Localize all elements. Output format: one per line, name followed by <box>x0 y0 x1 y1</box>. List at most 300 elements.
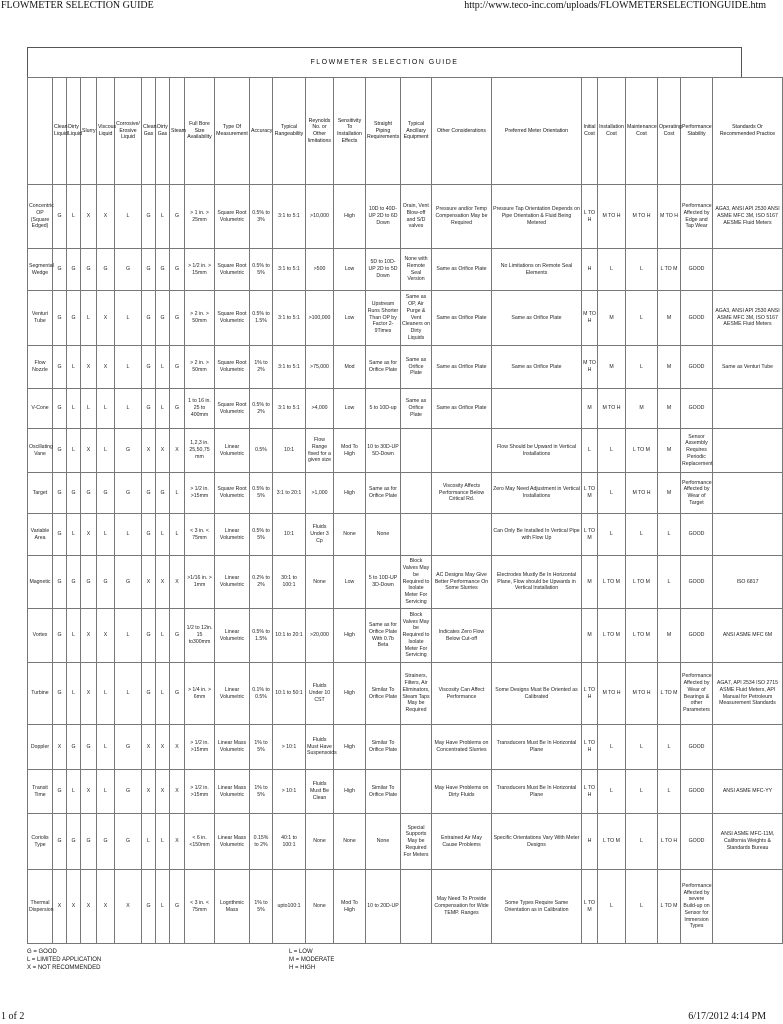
meter-type-cell: Transit Time <box>28 770 53 814</box>
table-cell: 0.2% to 2% <box>250 556 273 609</box>
table-cell: G <box>170 249 185 291</box>
table-cell: G <box>53 609 67 663</box>
table-cell: Performance Affected by Wear of Target <box>681 473 713 514</box>
table-cell: L <box>97 389 115 429</box>
table-cell: Same as Orifice Plate <box>401 346 432 389</box>
legend-item: X = NOT RECOMMENDED <box>27 965 101 972</box>
table-cell: Same as Orifice Plate <box>432 249 492 291</box>
table-cell: L TO M <box>658 249 681 291</box>
table-cell: L TO M <box>626 556 658 609</box>
table-cell: 0.5% to 5% <box>250 473 273 514</box>
print-footer-page: 1 of 2 <box>1 1011 25 1022</box>
table-cell: Linear Mass Volumetric <box>215 770 250 814</box>
table-cell: High <box>334 473 366 514</box>
column-header: Accuracy <box>250 78 273 185</box>
table-cell: > 10:1 <box>273 725 306 770</box>
table-cell: Strainers, Filters, Air Eliminators, Steam Taps May be Required <box>401 663 432 725</box>
table-cell: L <box>97 770 115 814</box>
table-row <box>28 770 783 814</box>
table-cell: L <box>658 556 681 609</box>
table-cell: H <box>582 814 598 870</box>
table-cell: L <box>626 870 658 944</box>
table-cell: Flow Range fixed for a given size <box>306 429 334 473</box>
table-cell: Transducers Must Be In Horizontal Plane <box>492 770 582 814</box>
table-cell: Square Root Volumetric <box>215 249 250 291</box>
table-cell: L TO M <box>582 514 598 556</box>
table-cell <box>401 725 432 770</box>
table-cell: Similar To Orifice Plate <box>366 725 401 770</box>
table-cell: L <box>115 291 142 346</box>
table-cell: 0.5% to 3% <box>250 185 273 249</box>
table-cell: Same as Orifice Plate <box>432 291 492 346</box>
table-cell: G <box>142 389 156 429</box>
column-header: Viscous Liquid <box>97 78 115 185</box>
table-cell: L <box>142 814 156 870</box>
table-cell: Pressure and/or Temp Compensation May be Required <box>432 185 492 249</box>
table-cell: X <box>97 870 115 944</box>
table-cell: L <box>115 346 142 389</box>
table-cell: Square Root Volumetric <box>215 291 250 346</box>
table-cell: Drain, Vent Blow-off and S/D valves <box>401 185 432 249</box>
table-cell: 0.5% <box>250 429 273 473</box>
table-cell: Fluids Must Be Clean <box>306 770 334 814</box>
table-cell: G <box>81 814 97 870</box>
table-cell: Viscosity Can Affect Performance <box>432 663 492 725</box>
table-cell: High <box>334 770 366 814</box>
table-cell: L <box>81 291 97 346</box>
table-cell: M TO H <box>626 185 658 249</box>
table-cell: Fluids Under 10 CST <box>306 663 334 725</box>
table-cell: G <box>142 249 156 291</box>
table-cell: G <box>142 473 156 514</box>
table-cell <box>401 514 432 556</box>
table-cell: G <box>170 609 185 663</box>
table-cell: ANSI ASME MFC-YY <box>713 770 783 814</box>
table-cell: L <box>626 814 658 870</box>
meter-type-cell: Flow Nozzle <box>28 346 53 389</box>
column-header: Other Considerations <box>432 78 492 185</box>
table-cell: Viscosity Affects Performance Below Critical Rd. <box>432 473 492 514</box>
table-cell: X <box>81 609 97 663</box>
table-cell: L <box>156 185 170 249</box>
table-cell: M <box>658 291 681 346</box>
table-cell: 3:1 to 5:1 <box>273 249 306 291</box>
column-header: Dirty Gas <box>156 78 170 185</box>
table-cell: 10:1 <box>273 429 306 473</box>
meter-type-cell: Segmental Wedge <box>28 249 53 291</box>
table-cell: AGA3, ANSI API 2530 ANSI ASME MFC 3M, ISO 5167 AESME Fluid Meters <box>713 291 783 346</box>
table-cell: Same as Orifice Plate <box>432 346 492 389</box>
legend <box>27 948 742 982</box>
table-cell: M <box>582 609 598 663</box>
table-cell: 10:1 to 50:1 <box>273 663 306 725</box>
column-header <box>28 78 53 185</box>
table-cell: >75,000 <box>306 346 334 389</box>
table-cell: G <box>115 556 142 609</box>
table-cell: L <box>598 725 626 770</box>
table-cell: L TO H <box>582 663 598 725</box>
meter-type-cell: Concentric OP (Square Edged) <box>28 185 53 249</box>
table-cell: Same as Orifice Plate <box>492 291 582 346</box>
table-row <box>28 609 783 663</box>
table-cell: G <box>142 291 156 346</box>
table-cell: G <box>81 249 97 291</box>
table-cell: G <box>53 249 67 291</box>
table-cell: L <box>67 609 81 663</box>
table-cell: Same as Orifice Plate <box>401 389 432 429</box>
table-row <box>28 249 783 291</box>
table-cell: G <box>81 473 97 514</box>
table-cell: Linear Volumetric <box>215 663 250 725</box>
table-cell: L <box>67 663 81 725</box>
table-cell: Fluids Must Have Suspensoids <box>306 725 334 770</box>
table-cell: 1% to 5% <box>250 870 273 944</box>
table-cell: Some Designs Must Be Oriented as Calibrated <box>492 663 582 725</box>
table-cell: Mod <box>334 346 366 389</box>
table-cell: Block Valves May be Required to Isolate Meter For Servicing <box>401 609 432 663</box>
column-header: Standards Or Recommended Practice <box>713 78 783 185</box>
table-cell: L <box>658 725 681 770</box>
table-cell <box>432 514 492 556</box>
table-cell: > 2 in. > 50mm <box>185 346 215 389</box>
table-cell: L TO M <box>626 609 658 663</box>
table-cell: GOOD <box>681 770 713 814</box>
table-cell: High <box>334 185 366 249</box>
table-cell: L <box>115 609 142 663</box>
table-cell: M TO H <box>626 473 658 514</box>
table-cell: Special Supports May be Required For Meters <box>401 814 432 870</box>
table-cell: G <box>170 870 185 944</box>
table-cell: None <box>366 514 401 556</box>
table-cell: M TO H <box>582 346 598 389</box>
table-cell: G <box>67 725 81 770</box>
table-cell: upto100:1 <box>273 870 306 944</box>
table-cell: G <box>53 291 67 346</box>
table-cell: M <box>598 291 626 346</box>
table-cell: M TO H <box>658 185 681 249</box>
meter-type-cell: Thermal Dispersion <box>28 870 53 944</box>
table-cell: L <box>97 514 115 556</box>
table-cell: 3:1 to 20:1 <box>273 473 306 514</box>
meter-type-cell: Doppler <box>28 725 53 770</box>
column-header: Slurry <box>81 78 97 185</box>
table-cell: G <box>53 473 67 514</box>
table-cell: L <box>626 346 658 389</box>
table-cell: G <box>142 514 156 556</box>
table-cell: Indicates Zero Flow Below Cut-off <box>432 609 492 663</box>
table-cell: L <box>67 185 81 249</box>
table-cell: Similar To Orifice Plate <box>366 663 401 725</box>
meter-type-cell: Vortex <box>28 609 53 663</box>
table-cell: None <box>334 514 366 556</box>
print-footer-date: 6/17/2012 4:14 PM <box>688 1011 766 1022</box>
table-cell: L <box>598 429 626 473</box>
table-cell <box>492 609 582 663</box>
table-cell: High <box>334 609 366 663</box>
table-cell: >10,000 <box>306 185 334 249</box>
table-cell: G <box>170 346 185 389</box>
table-cell: L <box>97 663 115 725</box>
table-cell: X <box>67 870 81 944</box>
table-cell: G <box>115 429 142 473</box>
table-cell: AGA3, ANSI API 2530 ANSI ASME MFC 3M, ISO 5167 AESME Fluid Meters <box>713 185 783 249</box>
table-cell: L TO H <box>582 770 598 814</box>
legend-suitability <box>27 948 101 972</box>
table-cell: L <box>658 514 681 556</box>
table-cell: X <box>170 429 185 473</box>
table-cell: >100,000 <box>306 291 334 346</box>
table-cell: None <box>306 814 334 870</box>
table-cell: Same as for Orifice Plate <box>366 473 401 514</box>
legend-cost <box>289 948 334 972</box>
table-cell: L <box>97 725 115 770</box>
table-cell: H <box>582 249 598 291</box>
table-cell: L <box>598 473 626 514</box>
table-cell: L <box>115 185 142 249</box>
table-cell: G <box>67 291 81 346</box>
table-cell: None <box>306 556 334 609</box>
table-cell: ISO 6817 <box>713 556 783 609</box>
table-cell <box>713 249 783 291</box>
table-cell: Linear Volumetric <box>215 429 250 473</box>
table-cell: G <box>67 814 81 870</box>
table-cell: G <box>53 770 67 814</box>
table-cell: Entrained Air May Cause Problems <box>432 814 492 870</box>
table-cell: >1,000 <box>306 473 334 514</box>
table-cell: G <box>53 556 67 609</box>
table-cell: L <box>598 514 626 556</box>
table-cell: AGA7, API 2534 ISO 2715 ASME Fluid Meters, API Manual for Petroleum Measurement Standards <box>713 663 783 725</box>
table-cell: L <box>156 346 170 389</box>
table-cell: L <box>156 514 170 556</box>
table-cell: X <box>53 870 67 944</box>
table-cell: G <box>156 249 170 291</box>
table-cell: None <box>306 870 334 944</box>
table-row <box>28 814 783 870</box>
table-cell: M TO H <box>582 291 598 346</box>
table-cell: L <box>156 870 170 944</box>
table-cell <box>401 429 432 473</box>
table-cell: L <box>626 725 658 770</box>
table-cell <box>401 473 432 514</box>
table-cell: Pressure Tap Orientation Depends on Pipe Orientation & Fluid Being Metered <box>492 185 582 249</box>
column-header: Reynolds No. or Other limitations <box>306 78 334 185</box>
table-cell: 10:1 <box>273 514 306 556</box>
table-cell <box>713 870 783 944</box>
table-cell: Flow Should be Upward in Vertical Installations <box>492 429 582 473</box>
column-header: Initial Cost <box>582 78 598 185</box>
table-cell: ANSI ASME MFC 6M <box>713 609 783 663</box>
table-cell: Block Valves May be Required to Isolate Meter For Servicing <box>401 556 432 609</box>
table-cell: G <box>142 870 156 944</box>
table-cell: L <box>598 249 626 291</box>
table-cell: X <box>156 429 170 473</box>
meter-type-cell: Target <box>28 473 53 514</box>
guide-title: FLOWMETER SELECTION GUIDE <box>27 47 742 77</box>
table-cell: L <box>170 473 185 514</box>
column-header: Typical Rangeability <box>273 78 306 185</box>
table-cell: L <box>156 389 170 429</box>
flowmeter-selection-table <box>27 77 783 944</box>
table-cell: G <box>156 291 170 346</box>
table-cell: Linear Mass Volumetric <box>215 814 250 870</box>
table-cell: Same as Orifice Plate <box>492 346 582 389</box>
table-cell: M <box>582 389 598 429</box>
legend-item: M = MODERATE <box>289 957 335 964</box>
table-cell: 0.5% to 5% <box>250 249 273 291</box>
table-cell: 3:1 to 5:1 <box>273 185 306 249</box>
table-cell: 40:1 to 100:1 <box>273 814 306 870</box>
table-cell: < 3 in. < 75mm <box>185 870 215 944</box>
table-cell: L <box>156 814 170 870</box>
column-header: Clean Gas <box>142 78 156 185</box>
table-cell: None <box>366 814 401 870</box>
table-cell: G <box>53 814 67 870</box>
meter-type-cell: Turbine <box>28 663 53 725</box>
table-cell: L <box>170 514 185 556</box>
meter-type-cell: Variable Area <box>28 514 53 556</box>
column-header: Full Bore Size Availability <box>185 78 215 185</box>
table-cell: > 1/2 in. > 15mm <box>185 249 215 291</box>
table-cell: 10 to 30D-UP 5D-Down <box>366 429 401 473</box>
table-cell: Square Root Volumetric <box>215 346 250 389</box>
table-cell: M <box>658 473 681 514</box>
table-cell: G <box>170 663 185 725</box>
column-header: Installation Cost <box>598 78 626 185</box>
table-cell <box>401 770 432 814</box>
table-cell: Electrodes Mustly Be In Horizontal Plane, Flow should be Upwards in Vertical Installation <box>492 556 582 609</box>
table-cell: M <box>658 609 681 663</box>
table-cell: Square Root Volumetric <box>215 185 250 249</box>
table-cell <box>713 473 783 514</box>
table-cell: >1/16 in. > 1mm <box>185 556 215 609</box>
table-cell: 0.5% to 2% <box>250 389 273 429</box>
table-cell: 5 to 10D-up <box>366 389 401 429</box>
table-cell: G <box>67 556 81 609</box>
column-header: Dirty Liquid <box>67 78 81 185</box>
table-cell: L TO H <box>582 725 598 770</box>
table-body <box>28 185 783 944</box>
table-cell: G <box>115 725 142 770</box>
table-cell: Square Root Volumetric <box>215 473 250 514</box>
table-cell: Mod To High <box>334 870 366 944</box>
table-cell: L <box>598 770 626 814</box>
table-cell: G <box>53 346 67 389</box>
column-header: Maintenance Cost <box>626 78 658 185</box>
print-header-title: FLOWMETER SELECTION GUIDE <box>1 0 154 11</box>
table-cell: AC Designs May Give Better Performance On Some Slurries <box>432 556 492 609</box>
table-cell: >500 <box>306 249 334 291</box>
table-cell: 5D to 10D-UP 2D to 5D Down <box>366 249 401 291</box>
table-cell: X <box>97 346 115 389</box>
legend-item: L = LOW <box>289 949 313 955</box>
table-cell: GOOD <box>681 514 713 556</box>
table-cell: May Have Problems on Concentrated Slurries <box>432 725 492 770</box>
table-cell: GOOD <box>681 725 713 770</box>
legend-item: G = GOOD <box>27 949 57 955</box>
table-cell: X <box>156 556 170 609</box>
table-cell: May Need To Provide Compensation for Wide TEMP. Ranges <box>432 870 492 944</box>
table-cell: M <box>626 389 658 429</box>
column-header: Operating Cost <box>658 78 681 185</box>
table-cell <box>401 870 432 944</box>
table-cell: >4,000 <box>306 389 334 429</box>
table-row <box>28 185 783 249</box>
table-cell: G <box>97 473 115 514</box>
table-cell: X <box>142 770 156 814</box>
table-cell <box>432 429 492 473</box>
table-cell: < 3 in. < 75mm <box>185 514 215 556</box>
table-cell: Performance Affected by Edge and Tap Wear <box>681 185 713 249</box>
table-cell: 0.1% to 0.5% <box>250 663 273 725</box>
table-cell: G <box>115 770 142 814</box>
table-cell: X <box>170 770 185 814</box>
table-cell: G <box>97 814 115 870</box>
table-cell: X <box>156 725 170 770</box>
table-cell: Mod To High <box>334 429 366 473</box>
table-cell: M <box>658 429 681 473</box>
table-cell: X <box>142 725 156 770</box>
meter-type-cell: Venturi Tube <box>28 291 53 346</box>
table-cell: GOOD <box>681 389 713 429</box>
table-cell: X <box>97 185 115 249</box>
table-cell: 10D to 40D-UP 2D to 6D Down <box>366 185 401 249</box>
table-cell: 30:1 to 100:1 <box>273 556 306 609</box>
table-row <box>28 556 783 609</box>
table-cell: L <box>156 609 170 663</box>
table-cell: Low <box>334 389 366 429</box>
column-header: Sensitivity To Installation Effects <box>334 78 366 185</box>
table-cell: X <box>115 870 142 944</box>
table-cell: L <box>626 770 658 814</box>
table-cell: 1% to 5% <box>250 725 273 770</box>
table-cell: 3:1 to 5:1 <box>273 389 306 429</box>
table-cell: M TO H <box>598 389 626 429</box>
print-header-url: http://www.teco-inc.com/uploads/FLOWMETERSELECTIONGUIDE.htm <box>464 0 766 11</box>
table-cell: X <box>142 429 156 473</box>
table-cell: Low <box>334 556 366 609</box>
table-row <box>28 725 783 770</box>
table-cell: X <box>53 725 67 770</box>
table-cell: Same as Venturi Tube <box>713 346 783 389</box>
table-cell: None with Remote Seal Version <box>401 249 432 291</box>
table-cell: G <box>115 249 142 291</box>
table-cell: G <box>142 346 156 389</box>
table-cell: L <box>67 389 81 429</box>
table-cell: Linear Volumetric <box>215 556 250 609</box>
table-cell: Same as for Orifice Plate With 0.7b Beta <box>366 609 401 663</box>
table-cell: M TO H <box>598 663 626 725</box>
table-cell: G <box>115 473 142 514</box>
table-row <box>28 291 783 346</box>
table-cell: GOOD <box>681 346 713 389</box>
table-cell: > 1/2 in. >15mm <box>185 770 215 814</box>
table-cell: G <box>97 556 115 609</box>
table-cell: L <box>67 429 81 473</box>
table-cell: M TO H <box>626 663 658 725</box>
table-cell: X <box>81 770 97 814</box>
table-cell: L <box>582 429 598 473</box>
table-cell: X <box>170 814 185 870</box>
table-cell: Transducers Must Be In Horizontal Plane <box>492 725 582 770</box>
table-cell: L <box>115 389 142 429</box>
table-cell: Logrithmic Mass <box>215 870 250 944</box>
table-cell: < 6 in. <150mm <box>185 814 215 870</box>
table-cell: > 1/2 in. >15mm <box>185 725 215 770</box>
column-header: Performance Stability <box>681 78 713 185</box>
table-cell: G <box>81 725 97 770</box>
column-header: Steam <box>170 78 185 185</box>
